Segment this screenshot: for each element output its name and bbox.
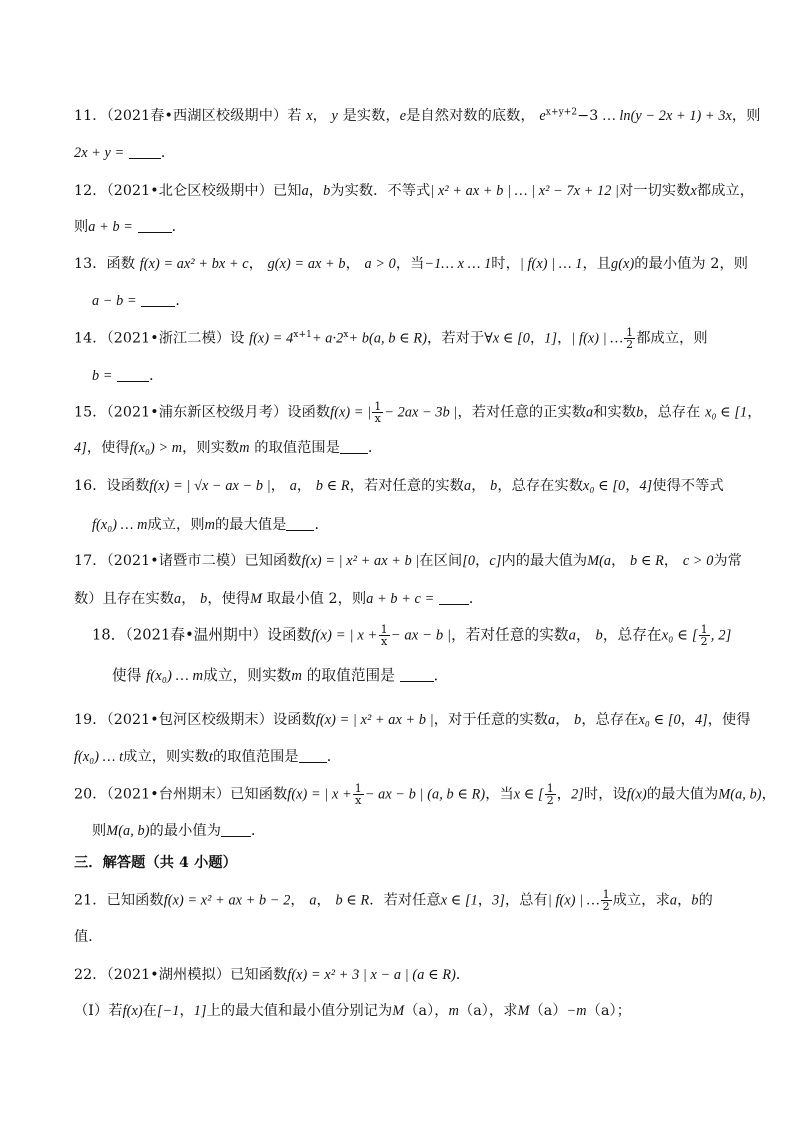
problem-15-line-2: 4]，使得f(x₀) > m，则实数m 的取值范围是 ． xyxy=(74,440,383,456)
problem-12-line-1: 12．（2021•北仑区校级期中）已知a，b为实数．不等式| x² + ax + b | … | x² − 7x + 12 |对一切实数x都成立， xyxy=(74,183,755,199)
problem-13-line-2: a − b = ． xyxy=(92,293,190,309)
section-heading: 三．解答题（共 4 小题） xyxy=(74,855,237,871)
problem-18-line-1: 18．（2021春•温州期中）设函数f(x) = | x + $\frac{1}{x}$ − ax − b |，若对任意的实数a， b，总存在x₀ ∈ [ $\frac{1}{2}$ , 2] xyxy=(92,623,732,648)
answer-blank[interactable] xyxy=(138,218,172,233)
problem-19-line-1: 19．（2021•包河区校级期末）设函数f(x) = | x² + ax + b |，对于任意的实数a， b，总存在x₀ ∈ [0，4]，使得 xyxy=(74,712,751,728)
answer-blank[interactable] xyxy=(117,367,149,382)
fraction: $\frac{1}{x}$ xyxy=(380,623,388,648)
problem-21-line-2: 值． xyxy=(74,929,103,945)
problem-20-line-1: 20．（2021•台州期末）已知函数f(x) = | x + $\frac{1}{x}$ − ax − b | (a, b ∈ R)，当x ∈ [ $\frac{1}{2}$ ，2]时，设f(x)的最大值为M(a, b)， xyxy=(74,782,776,807)
fraction: $\frac{1}{2}$ xyxy=(700,623,708,648)
answer-blank[interactable] xyxy=(400,667,434,682)
fraction: $\frac{1}{2}$ xyxy=(602,888,610,913)
answer-blank[interactable] xyxy=(141,292,175,307)
problem-16-line-1: 16．设函数f(x) = | √x − ax − b |， a， b ∈ R，若对任意的实数a， b，总存在实数x₀ ∈ [0，4]使得不等式 xyxy=(74,478,724,494)
problem-21-line-1: 21．已知函数f(x) = x² + ax + b − 2， a， b ∈ R．若对任意x ∈ [1，3]，总有| f(x) | … $\frac{1}{2}$ 成立，求a，b的 xyxy=(74,888,713,913)
problem-17-line-1: 17．（2021•诸暨市二模）已知函数f(x) = | x² + ax + b |在区间[0，c]内的最大值为M(a， b ∈ R， c > 0为常 xyxy=(74,553,742,569)
problem-20-line-2: 则M(a, b)的最小值为 ． xyxy=(92,823,266,839)
answer-blank[interactable] xyxy=(439,590,469,605)
problem-22-line-1: 22．（2021•湖州模拟）已知函数f(x) = x² + 3 | x − a | (a ∈ R)． xyxy=(74,967,471,983)
answer-blank[interactable] xyxy=(286,516,314,531)
problem-16-line-2: f(x₀) … m成立，则m的最大值是 ． xyxy=(92,517,329,533)
problem-14-line-2: b = ． xyxy=(92,368,164,384)
problem-11-line-2: 2x + y = ． xyxy=(74,145,176,161)
answer-blank[interactable] xyxy=(340,439,368,454)
fraction: $\frac{1}{x}$ xyxy=(374,400,382,425)
fraction: $\frac{1}{x}$ xyxy=(354,782,362,807)
problem-12-line-2: 则a + b = ． xyxy=(74,219,186,235)
problem-22-line-2: （Ⅰ）若f(x)在[−1，1]上的最大值和最小值分别记为M（a），m（a），求M（a）−m（a）； xyxy=(74,1003,631,1019)
problem-11-line-1: 11．（2021春•西湖区校级期中）若 x， y 是实数，e是自然对数的底数， $e^{x+y+2}-3$ … ln(y − 2x + 1) + 3x，则 xyxy=(74,107,761,124)
fraction: $\frac{1}{2}$ xyxy=(626,326,634,351)
fraction: $\frac{1}{2}$ xyxy=(546,782,554,807)
answer-blank[interactable] xyxy=(299,748,327,763)
answer-blank[interactable] xyxy=(129,144,161,159)
problem-19-line-2: f(x₀) … t成立，则实数t的取值范围是 ． xyxy=(74,749,341,765)
problem-13-line-1: 13．函数 f(x) = ax² + bx + c， g(x) = ax + b， a > 0，当−1… x … 1时，| f(x) | … 1，且g(x)的最小值为 2，则 xyxy=(74,256,749,272)
problem-18-line-2: 使得 f(x₀) … m成立，则实数m 的取值范围是 ． xyxy=(112,667,449,684)
problem-14-line-1: 14．（2021•浙江二模）设 $f(x) = 4^{x+1}+ a\cdot 2^x+ b(a$, b ∈ R)，若对于∀x ∈ [0，1]，| f(x) | … $\frac{1}{2}$ 都成立，则 xyxy=(74,326,708,351)
problem-17-line-2: 数）且存在实数a， b，使得M 取最小值 2，则a + b + c = ． xyxy=(74,591,484,607)
answer-blank[interactable] xyxy=(221,822,251,837)
problem-15-line-1: 15．（2021•浦东新区校级月考）设函数f(x) = | $\frac{1}{x}$ − 2ax − 3b |，若对任意的正实数a和实数b，总存在 x₀ ∈ [1， xyxy=(74,400,762,425)
